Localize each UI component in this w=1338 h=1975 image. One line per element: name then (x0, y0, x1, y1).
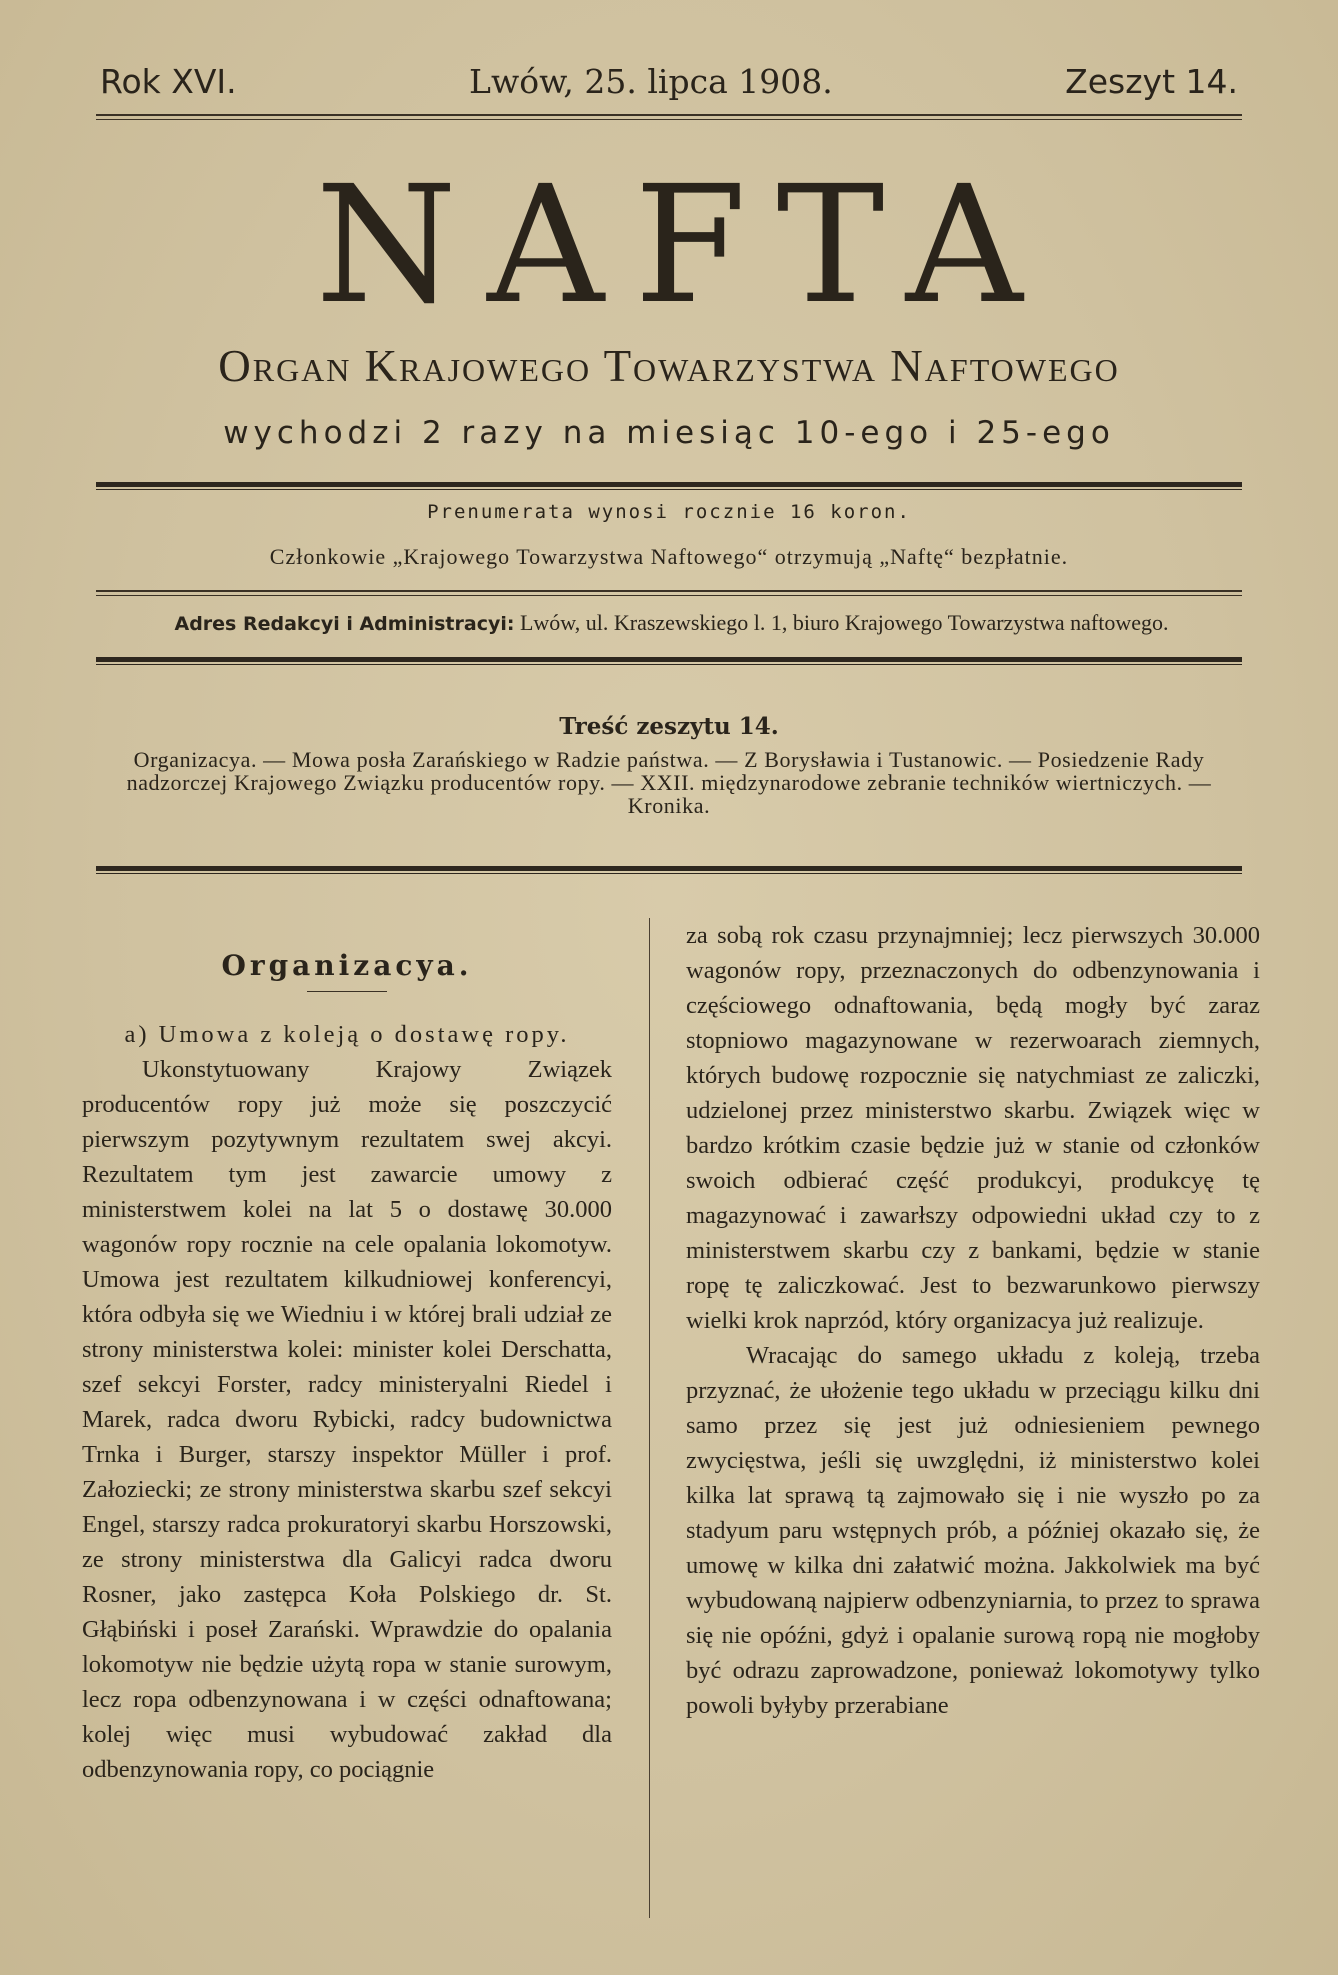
article-paragraph: Ukonstytuowany Krajowy Związek producentów ropy już może się poszczycić pierwszym pozytywnym rezultatem swej akcyi. Rezultatem tym jest zawarcie umowy z ministerstwem kolei na lat 5 o dostawę 30.000 wagonów ropy rocznie na cele opalania lokomotyw. Umowa jest rezultatem kilkudniowej konferencyi, która odbyła się we Wiedniu i w której brali udział ze strony ministerstwa kolei: minister kolei Derschatta, szef sekcyi Forster, radcy ministeryalni Riedel i Marek, radca dworu Rybicki, radcy budownictwa Trnka i Burger, starszy inspektor Müller i prof. Załoziecki; ze strony ministerstwa skarbu szef sekcyi Engel, starszy radca prokuratoryi skarbu Horszowski, ze strony ministerstwa dla Galicyi radca dworu Rosner, jako zastępca Koła Polskiego dr. St. Głąbiński i poseł Zarański. Wprawdzie do opalania lokomotyw nie będzie użytą ropa w stanie surowym, lecz ropa odbenzynowana i w części odnaftowana; kolej więc musi wybudować zakład dla odbenzynowania ropy, co pociągnie (82, 1055, 612, 1783)
members-note: Członkowie „Krajowego Towarzystwa Naftowego“ otrzymują „Naftę“ bezpłatnie. (269, 544, 1069, 569)
publication-frequency: wychodzi 2 razy na miesiąc 10-ego i 25-ego (223, 415, 1115, 451)
article-heading: Organizacya. (221, 949, 473, 982)
issue-number: Zeszyt 14. (1065, 62, 1238, 101)
toc-body: Organizacya. — Mowa posła Zarańskiego w Radzie państwa. — Z Borysławia i Tustanowic. — Posiedzenie Rady nadzorczej Krajowego Związku producentów ropy. — XXII. międzynarodowe zebranie techników wiertniczych. — Kronika. (126, 747, 1212, 818)
address-value: Lwów, ul. Kraszewskiego l. 1, biuro Krajowego Towarzystwa naftowego. (519, 610, 1169, 635)
column-divider (649, 918, 650, 1918)
article-subheading: a) Umowa z koleją o dostawę ropy. (124, 1020, 570, 1048)
article-paragraph: za sobą rok czasu przynajmniej; lecz pierwszych 30.000 wagonów ropy, przeznaczonych do odbenzynowania i częściowego odnaftowania, będą mogły być zaraz stopniowo magazynowane w rezerwoarach ziemnych, których budowę rozpocznie się natychmiast ze zaliczki, udzielonej przez ministerstwo skarbu. Związek więc w bardzo krótkim czasie będzie już w stanie od członków swoich odbierać część produkcyi, produkcyę tę magazynować i zawarłszy odpowiedni układ czy to z ministerstwem skarbu czy z bankami, będzie w stanie ropę tę zaliczkować. Jest to bezwarunkowo pierwszy wielki krok naprzód, który organizacya już realizuje. (686, 922, 1260, 1334)
toc-title: Treść zeszytu 14. (559, 713, 779, 740)
toc-rule (96, 866, 1242, 874)
article-column-left (82, 920, 612, 1787)
newspaper-title: NAFTA (315, 152, 1053, 340)
place-date: Lwów, 25. lipca 1908. (469, 62, 833, 101)
masthead-rule (96, 482, 1242, 490)
address-label: Adres Redakcyi i Administracyi: (174, 613, 515, 635)
masthead-top-line (100, 62, 1238, 112)
volume-label: Rok XVI. (100, 62, 237, 101)
article-paragraph: Wracając do samego układu z koleją, trzeba przyznać, że ułożenie tego układu w przeciągu kilku dni samo przez się jest już odniesieniem pewnego zwycięstwa, jeśli się uwzględni, iż ministerstwo kolei kilka lat sprawą tą zajmowało się i nie wyszło po za stadyum paru wstępnych prób, a później okazało się, że umowę w kilka dni załatwić można. Jakkolwiek ma być wybudowaną najpierw odbenzyniarnia, to przez to sprawa się nie opóźni, gdyż i opalanie surową ropą nie mogłoby być odrazu zaprowadzone, ponieważ lokomotywy tylko powoli byłyby przerabiane (686, 1342, 1260, 1719)
subscription-price: Prenumerata wynosi rocznie 16 koron. (427, 501, 911, 523)
article-column-right (686, 918, 1260, 1723)
newspaper-subtitle: Organ Krajowego Towarzystwa Naftowego (218, 341, 1120, 391)
address-rule (96, 657, 1242, 665)
editorial-address (105, 610, 1238, 636)
subscription-rule (96, 590, 1242, 596)
heading-rule (307, 991, 387, 992)
header-rule (96, 114, 1242, 120)
